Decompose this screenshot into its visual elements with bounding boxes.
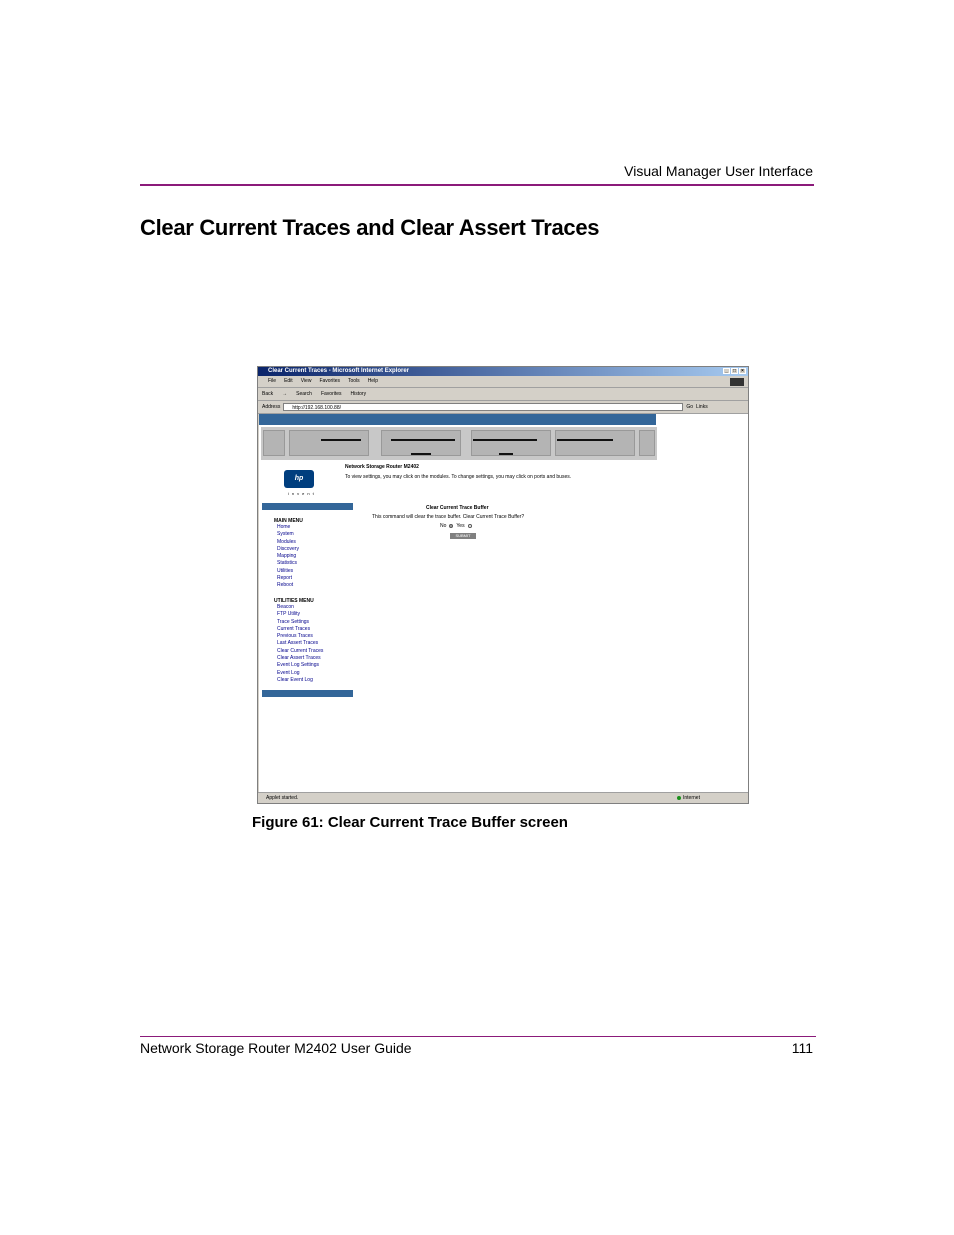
browser-screenshot	[257, 366, 749, 804]
port-bar	[411, 453, 431, 455]
zone-text: Internet	[683, 795, 700, 801]
form-question: This command will clear the trace buffer. Clear Current Trace Buffer?	[372, 514, 525, 520]
address-input[interactable]: http://192.168.100.88/	[283, 403, 683, 411]
menu-link-reboot[interactable]: Reboot	[277, 582, 294, 589]
menu-favorites[interactable]: Favorites	[319, 378, 340, 384]
router-title: Network Storage Router M2402	[345, 464, 419, 470]
router-description: To view settings, you may click on the modules. To change settings, you may click on ports and buses.	[345, 474, 572, 480]
internet-zone-icon	[677, 796, 681, 800]
footer-rule	[140, 1036, 816, 1037]
menu-link-home[interactable]: Home	[277, 524, 291, 530]
confirm-options	[440, 523, 472, 529]
submit-button[interactable]: SUBMIT	[450, 533, 476, 539]
favorites-button[interactable]: Favorites	[320, 391, 342, 397]
hp-logo: hp	[284, 470, 314, 488]
nav-divider-bottom	[262, 690, 353, 697]
menu-link-event-log[interactable]: Event Log	[277, 669, 300, 676]
ie-logo-icon	[730, 378, 744, 386]
page-number: 111	[791, 1040, 813, 1056]
top-band	[259, 414, 656, 425]
menu-link-event-log-settings[interactable]: Event Log Settings	[277, 662, 319, 669]
power-module[interactable]	[263, 430, 285, 456]
main-menu-heading: MAIN MENU	[274, 518, 303, 524]
status-text: Applet started.	[266, 795, 299, 801]
menu-view[interactable]: View	[300, 378, 312, 384]
footer-guide-title: Network Storage Router M2402 User Guide	[140, 1040, 412, 1056]
figure-caption: Figure 61: Clear Current Trace Buffer screen	[252, 814, 568, 831]
menu-link-beacon[interactable]: Beacon	[277, 604, 294, 610]
utilities-menu	[277, 604, 323, 684]
ethernet-module[interactable]	[639, 430, 655, 456]
hp-tagline: invent	[288, 491, 317, 496]
menu-link-current-traces[interactable]: Current Traces	[277, 625, 311, 632]
menu-link-modules[interactable]: Modules	[277, 538, 296, 545]
header-rule	[140, 184, 814, 186]
option-yes-label: Yes	[456, 523, 465, 529]
maximize-icon[interactable]: □	[732, 368, 737, 374]
option-yes-radio[interactable]	[468, 524, 472, 528]
menu-link-trace-settings[interactable]: Trace Settings	[277, 618, 310, 625]
window-title: Clear Current Traces - Microsoft Internet Explorer	[268, 368, 410, 374]
section-title: Clear Current Traces and Clear Assert Traces	[140, 215, 600, 240]
menu-link-statistics[interactable]: Statistics	[277, 560, 298, 567]
router-faceplate-image[interactable]	[261, 427, 657, 460]
menubar	[258, 376, 748, 388]
menu-link-previous-traces[interactable]: Previous Traces	[277, 633, 313, 640]
option-no-radio[interactable]	[449, 524, 453, 528]
menu-edit[interactable]: Edit	[284, 378, 293, 384]
menu-link-utilities[interactable]: Utilities	[277, 567, 294, 574]
close-icon[interactable]: ×	[739, 368, 746, 374]
menu-link-clear-current-traces[interactable]: Clear Current Traces	[277, 647, 324, 654]
page-viewport	[259, 414, 748, 794]
scsi-module[interactable]	[555, 430, 635, 456]
port-bar	[499, 453, 513, 455]
search-button[interactable]: Search	[296, 391, 312, 397]
port-bar	[321, 439, 361, 441]
history-button[interactable]: History	[350, 391, 367, 397]
forward-icon[interactable]: →	[282, 391, 288, 397]
menu-link-clear-event-log[interactable]: Clear Event Log	[277, 676, 313, 683]
address-bar	[258, 401, 748, 414]
menu-help[interactable]: Help	[367, 378, 378, 384]
address-label: Address	[262, 404, 281, 410]
menu-link-report[interactable]: Report	[277, 575, 293, 582]
running-header: Visual Manager User Interface	[624, 163, 813, 179]
menu-link-last-assert-traces[interactable]: Last Assert Traces	[277, 640, 319, 647]
menu-tools[interactable]: Tools	[348, 378, 360, 384]
go-button[interactable]: Go	[686, 404, 694, 410]
status-bar	[258, 792, 748, 803]
port-bar	[473, 439, 537, 441]
form-title: Clear Current Trace Buffer	[426, 505, 489, 511]
option-no-label: No	[440, 523, 447, 529]
main-menu	[277, 524, 299, 590]
menu-file[interactable]: File	[268, 378, 277, 384]
nav-divider-top	[262, 503, 353, 510]
minimize-icon[interactable]: _	[723, 368, 730, 374]
menu-link-clear-assert-traces[interactable]: Clear Assert Traces	[277, 655, 321, 662]
menu-link-system[interactable]: System	[277, 531, 294, 538]
port-bar	[391, 439, 455, 441]
toolbar	[258, 388, 748, 401]
window-titlebar	[258, 367, 748, 376]
menu-link-ftp-utility[interactable]: FTP Utility	[277, 611, 300, 618]
links-button[interactable]: Links	[696, 404, 708, 410]
port-bar	[557, 439, 613, 441]
back-button[interactable]: Back	[262, 391, 274, 397]
menu-link-mapping[interactable]: Mapping	[277, 553, 297, 560]
utilities-menu-heading: UTILITIES MENU	[274, 598, 314, 604]
menu-link-discovery[interactable]: Discovery	[277, 545, 299, 552]
fibre-channel-module-1[interactable]	[289, 430, 369, 456]
